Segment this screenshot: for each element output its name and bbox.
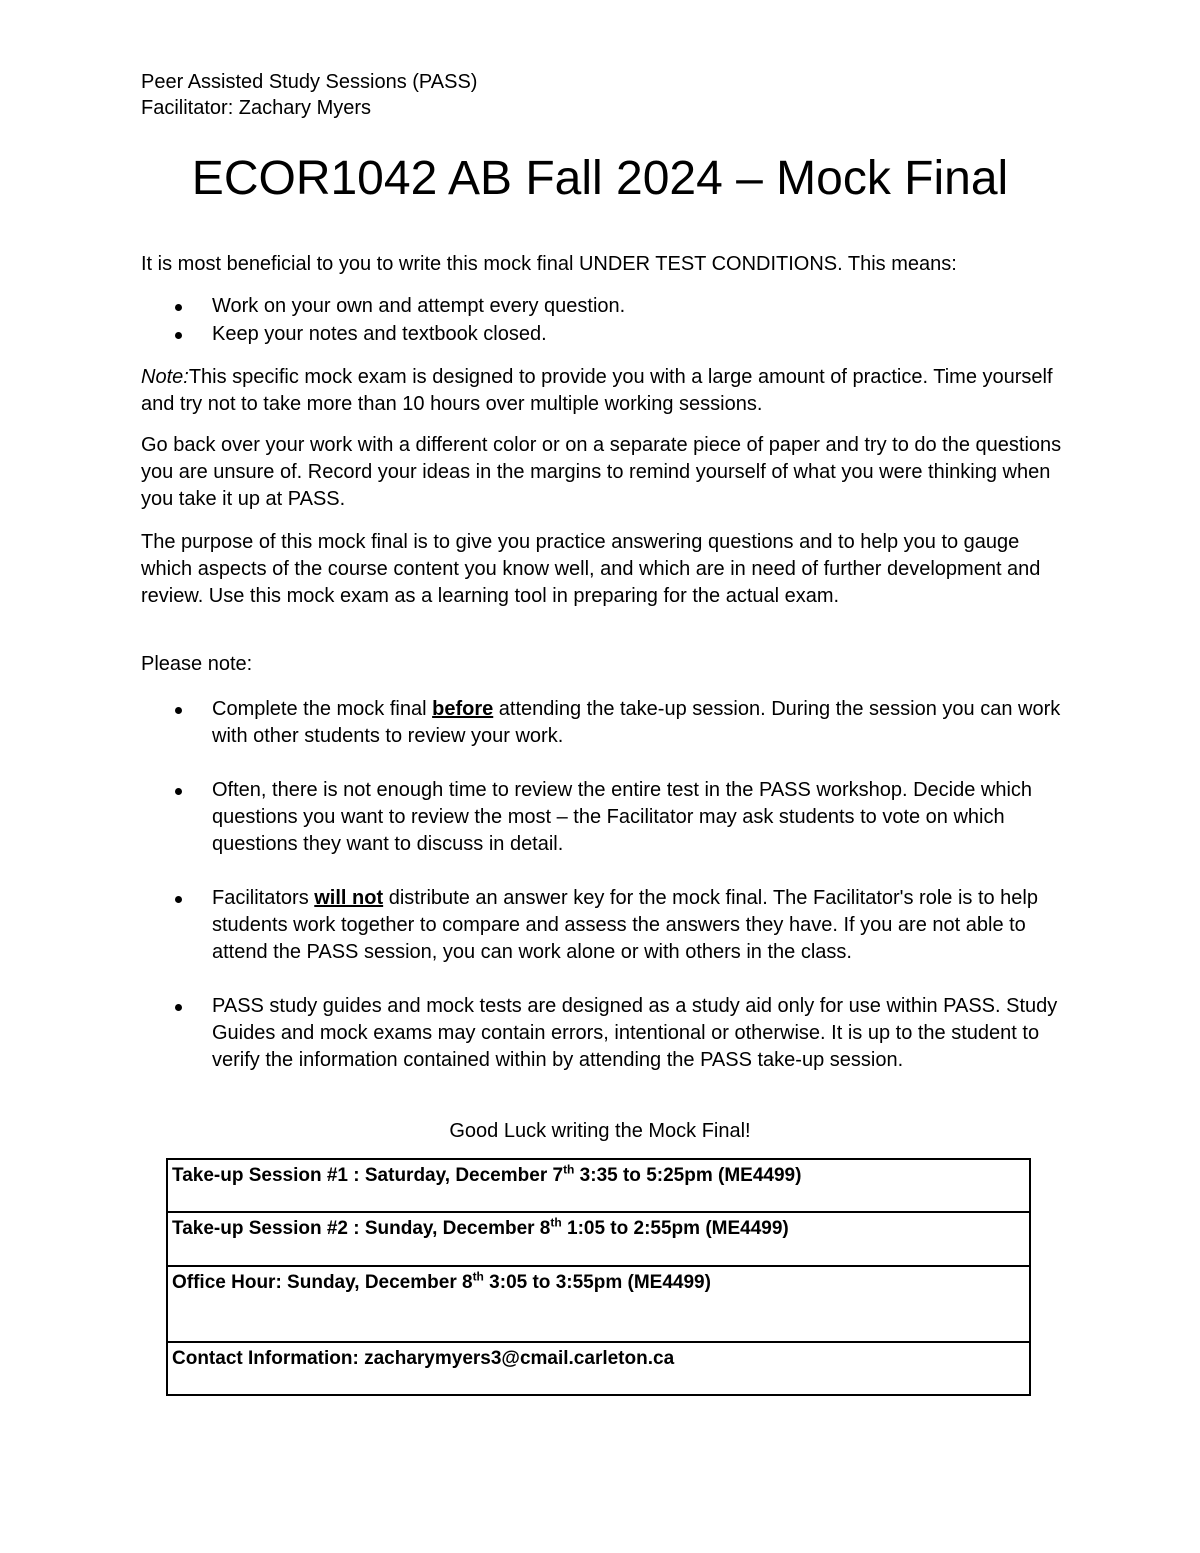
program-name: Peer Assisted Study Sessions (PASS) <box>141 71 478 93</box>
intro-paragraph: It is most beneficial to you to write this mock final UNDER TEST CONDITIONS. This means: <box>141 253 957 275</box>
table-row <box>167 1342 1030 1395</box>
list-item: PASS study guides and mock tests are designed as a study aid only for use within PASS. Study Guides and mock exams may contain errors, intentional or otherwise. It is up to the student to verify the information contained within by attending the PASS take-up session. <box>141 993 1071 1074</box>
list-item: Keep your notes and textbook closed. <box>141 321 1071 348</box>
page-title: ECOR1042 AB Fall 2024 – Mock Final <box>191 152 1009 205</box>
table-row <box>167 1159 1030 1212</box>
bullet-icon <box>175 896 182 903</box>
emphasis-will-not: will not <box>314 887 384 909</box>
note-label: Note: <box>141 366 189 388</box>
contact-cell: Contact Information: zacharymyers3@cmail.carleton.ca <box>167 1342 1030 1395</box>
bullet-icon <box>175 304 182 311</box>
list-item: Facilitators will not distribute an answer key for the mock final. The Facilitator's role is to help students work together to compare and assess the answers they have. If you are not able to attend the PASS session, you can work alone or with others in the class. <box>141 885 1071 966</box>
note-paragraph <box>141 364 1071 418</box>
purpose-paragraph: The purpose of this mock final is to give you practice answering questions and to help you to gauge which aspects of the course content you know well, and which are in need of further development and review. Use this mock exam as a learning tool in preparing for the actual exam. <box>141 531 1041 607</box>
list-item: Work on your own and attempt every question. <box>141 293 1071 320</box>
table-row <box>167 1212 1030 1266</box>
session-info-table <box>166 1158 1031 1396</box>
list-item: Often, there is not enough time to review the entire test in the PASS workshop. Decide which questions you want to review the most – the Facilitator may ask students to vote on which questions they want to discuss in detail. <box>141 777 1071 858</box>
facilitator-name: Facilitator: Zachary Myers <box>141 97 372 119</box>
notes-list <box>141 696 1071 1101</box>
office-hour-cell: Office Hour: Sunday, December 8th 3:05 to 3:55pm (ME4499) <box>167 1266 1030 1342</box>
session-2-cell: Take-up Session #2 : Sunday, December 8th 1:05 to 2:55pm (ME4499) <box>167 1212 1030 1266</box>
review-paragraph: Go back over your work with a different color or on a separate piece of paper and try to do the questions you are unsure of. Record your ideas in the margins to remind yourself of what you were thinking when you take it up at PASS. <box>141 434 1062 510</box>
bullet-icon <box>175 332 182 339</box>
bullet-icon <box>175 788 182 795</box>
good-luck-message: Good Luck writing the Mock Final! <box>449 1120 751 1142</box>
list-item: Complete the mock final before attending the take-up session. During the session you can work with other students to review your work. <box>141 696 1071 750</box>
session-1-cell: Take-up Session #1 : Saturday, December 7th 3:35 to 5:25pm (ME4499) <box>167 1159 1030 1212</box>
note-text: This specific mock exam is designed to provide you with a large amount of practice. Time yourself and try not to take more than 10 hours over multiple working sessions. <box>141 366 1053 415</box>
table-row <box>167 1266 1030 1342</box>
test-conditions-list <box>141 293 1071 349</box>
please-note-heading: Please note: <box>141 653 253 675</box>
emphasis-before: before <box>432 698 494 720</box>
bullet-icon <box>175 707 182 714</box>
bullet-icon <box>175 1004 182 1011</box>
